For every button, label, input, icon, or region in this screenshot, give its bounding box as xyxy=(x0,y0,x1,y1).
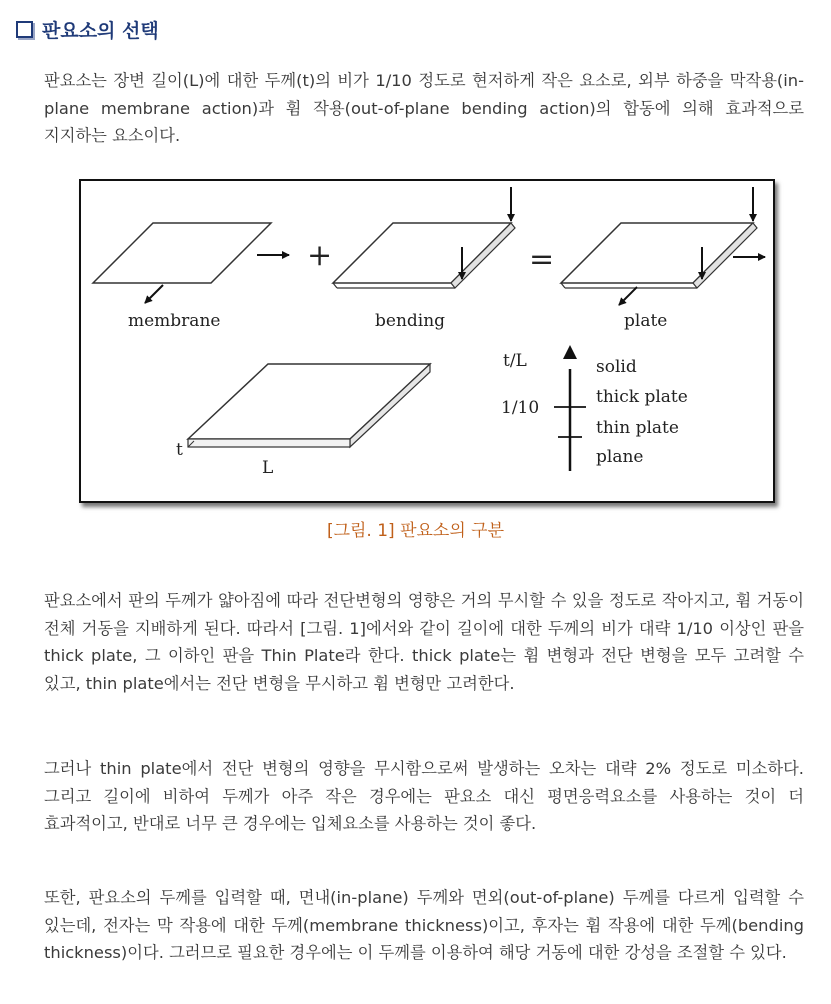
body-paragraph-2: 그러나 thin plate에서 전단 변형의 영향을 무시함으로써 발생하는 오차는 대략 2% 정도로 미소하다. 그리고 길이에 비하여 두께가 아주 작은 경우에는 판요소 대신 평면응력요소를 사용하는 것이 더 효과적이고, 반대로 너무 큰 경우에는 입체요소를 사용하는 것이 좋다. xyxy=(44,759,804,833)
section-title: 판요소의 선택 xyxy=(42,19,159,42)
bending-plate xyxy=(333,187,515,331)
thickness-t-label: t xyxy=(176,440,183,460)
section-header xyxy=(16,16,159,42)
length-L-label: L xyxy=(262,458,274,478)
thickness-plate xyxy=(176,364,430,478)
membrane-plate xyxy=(93,223,289,331)
ratio-axis-label: t/L xyxy=(503,351,527,371)
thin-plate-label: thin plate xyxy=(596,418,679,438)
plus-sign: + xyxy=(307,238,333,273)
plate-label: plate xyxy=(624,311,668,331)
figure-caption: [그림. 1] 판요소의 구분 xyxy=(326,521,505,541)
figure-diagram xyxy=(81,181,773,501)
solid-label: solid xyxy=(596,357,637,377)
body-paragraph-1: 판요소에서 판의 두께가 얇아짐에 따라 전단변형의 영향은 거의 무시할 수 있을 정도로 작아지고, 휨 거동이 전체 거동을 지배하게 된다. 따라서 [그림. 1]에서와 같이 길이에 대한 두께의 비가 대략 1/10 이상인 판을 thick plate, 그 이하인 판을 Thin Plate라 한다. thick plate는 휨 변형과 전단 변형을 모두 고려할 수 있고, thin plate에서는 전단 변형을 무시하고 휨 변형만 고려한다. xyxy=(44,591,804,693)
plate-classification-figure xyxy=(79,179,775,503)
body-paragraph-3: 또한, 판요소의 두께를 입력할 때, 면내(in-plane) 두께와 면외(out-of-plane) 두께를 다르게 입력할 수 있는데, 전자는 막 작용에 대한 두께(membrane thickness)이고, 후자는 휨 작용에 대한 두께(bending thickness)이다. 그러므로 필요한 경우에는 이 두께를 이용하여 해당 거동에 대한 강성을 조절할 수 있다. xyxy=(44,888,804,962)
ratio-scale xyxy=(501,345,688,471)
thick-plate-label: thick plate xyxy=(596,387,688,407)
bending-label: bending xyxy=(375,311,446,331)
membrane-label: membrane xyxy=(128,311,221,331)
combined-plate xyxy=(561,187,765,331)
plane-label: plane xyxy=(596,447,644,467)
intro-paragraph: 판요소는 장변 길이(L)에 대한 두께(t)의 비가 1/10 정도로 현저하게 작은 요소로, 외부 하중을 막작용(in-plane membrane action)과 휨 작용(out-of-plane bending action)의 합동에 의해 효과적으로 지지하는 요소이다. xyxy=(44,71,804,145)
checkbox-square-icon xyxy=(16,21,33,38)
equals-sign: = xyxy=(529,242,555,277)
ratio-value-label: 1/10 xyxy=(501,398,540,418)
